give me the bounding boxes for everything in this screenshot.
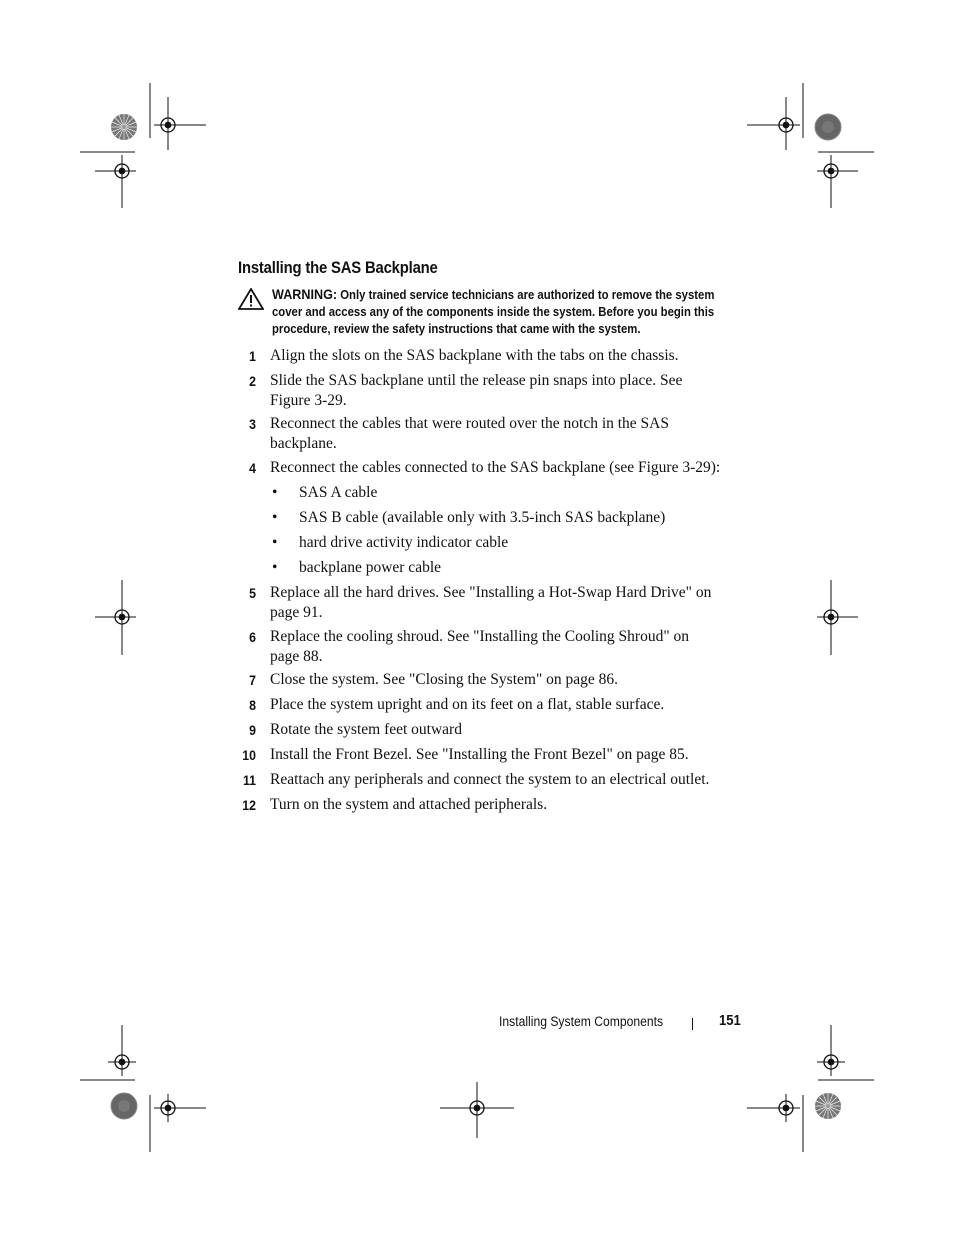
warning-label: WARNING: xyxy=(272,286,338,302)
warning-body: Only trained service technicians are authorized to remove the system cover and access any of the components inside the system. Before you begin this procedure, review the safety instructions that came with the system. xyxy=(272,288,715,336)
section-heading: Installing the SAS Backplane xyxy=(238,259,438,277)
footer-divider xyxy=(692,1018,693,1030)
page-number: 151 xyxy=(719,1013,741,1029)
warning-triangle-icon xyxy=(238,288,264,310)
footer-section-title: Installing System Components xyxy=(499,1014,664,1029)
warning-text xyxy=(272,286,740,338)
